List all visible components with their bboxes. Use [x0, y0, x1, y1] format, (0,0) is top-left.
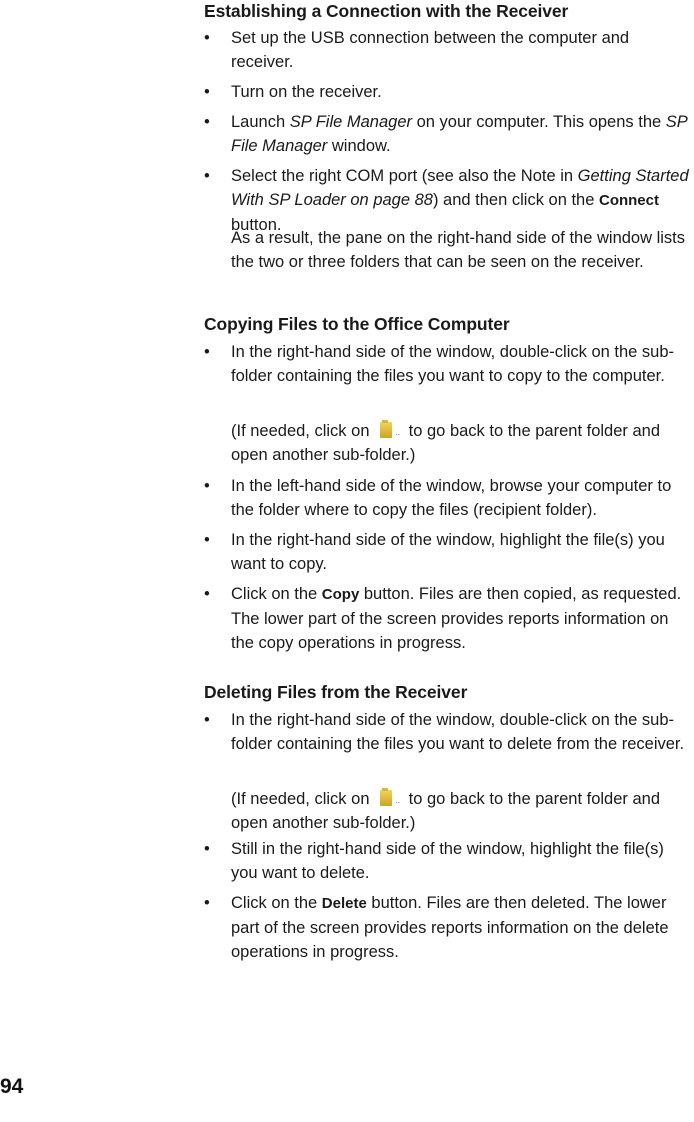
bullet: • [204, 585, 210, 603]
list-item [204, 80, 694, 104]
list-item [204, 474, 694, 522]
result-note: As a result, the pane on the right-hand side of the window lists the two or three folders that can be seen on the receiver. [231, 229, 686, 271]
section-title-copying: Copying Files to the Office Computer [204, 314, 510, 334]
bullet: • [204, 894, 210, 912]
list-item-text: Launch [231, 113, 290, 131]
list-item-text: button. [231, 216, 282, 234]
copy-button-label: Copy [321, 586, 360, 603]
list-item-text: Select the right COM port (see also the Note in [231, 167, 578, 185]
bullet: • [204, 531, 210, 549]
list-item-text: on your computer. This opens the [412, 113, 666, 131]
bullet: • [204, 840, 210, 858]
section-title-deleting: Deleting Files from the Receiver [204, 682, 468, 702]
list-item [204, 837, 694, 885]
list-item-text: Click on the [231, 585, 322, 603]
establishing-list [204, 26, 694, 237]
section-title-establishing: Establishing a Connection with the Receiver [204, 1, 569, 21]
list-item-text: In the left-hand side of the window, browse your computer to the folder where to copy the files (recipient folder). [231, 477, 672, 519]
app-name: SP File Manager [289, 113, 412, 131]
list-item [204, 110, 694, 158]
folder-up-icon [374, 789, 404, 807]
note-text: (If needed, click on [231, 422, 375, 440]
folder-up-dots: .. [395, 427, 401, 437]
note-text: to go back to the parent folder and open another sub-folder.) [231, 422, 661, 464]
bullet: • [204, 711, 210, 729]
list-item-text: window. [327, 137, 391, 155]
list-item-text: In the right-hand side of the window, highlight the file(s) you want to copy. [231, 531, 665, 573]
bullet: • [204, 83, 210, 101]
list-item [204, 528, 694, 576]
list-item [204, 340, 694, 388]
list-item-text: button. Files are then copied, as requested. The lower part of the screen provides reports information on the copy operations in progress. [231, 585, 682, 652]
copying-list-2 [204, 474, 694, 655]
list-item-text: Still in the right-hand side of the window, highlight the file(s) you want to delete. [231, 840, 664, 882]
folder-up-note [204, 787, 694, 835]
folder-up-icon [374, 421, 404, 439]
list-item [204, 582, 694, 655]
copying-list-1 [204, 340, 694, 388]
bullet: • [204, 29, 210, 47]
list-item-text: ) and then click on the [432, 191, 599, 209]
list-item [204, 26, 694, 74]
cross-reference: Getting Started With SP Loader on page 88 [231, 167, 689, 209]
list-item-text: Turn on the receiver. [231, 83, 382, 101]
list-item-text: In the right-hand side of the window, double-click on the sub-folder containing the files you want to copy to the computer. [231, 343, 675, 385]
folder-up-dots: .. [395, 795, 401, 805]
bullet: • [204, 343, 210, 361]
page-number: 94 [0, 1075, 24, 1098]
bullet: • [204, 113, 210, 131]
app-name: SP File Manager [231, 113, 688, 155]
list-item [204, 708, 694, 756]
delete-button-label: Delete [321, 895, 367, 912]
list-item-text: Click on the [231, 894, 322, 912]
note-text: (If needed, click on [231, 790, 375, 808]
folder-up-note [204, 419, 694, 467]
deleting-list-1 [204, 708, 694, 756]
list-item-text: button. Files are then deleted. The lower part of the screen provides reports information on the delete operations in progress. [231, 894, 669, 961]
deleting-list-2 [204, 837, 694, 964]
list-item-text: Set up the USB connection between the computer and receiver. [231, 29, 630, 71]
bullet: • [204, 167, 210, 185]
bullet: • [204, 477, 210, 495]
list-item-text: In the right-hand side of the window, double-click on the sub-folder containing the files you want to delete from the receiver. [231, 711, 685, 753]
note-text: to go back to the parent folder and open another sub-folder.) [231, 790, 661, 832]
list-item [204, 891, 694, 964]
connect-button-label: Connect [598, 192, 659, 209]
